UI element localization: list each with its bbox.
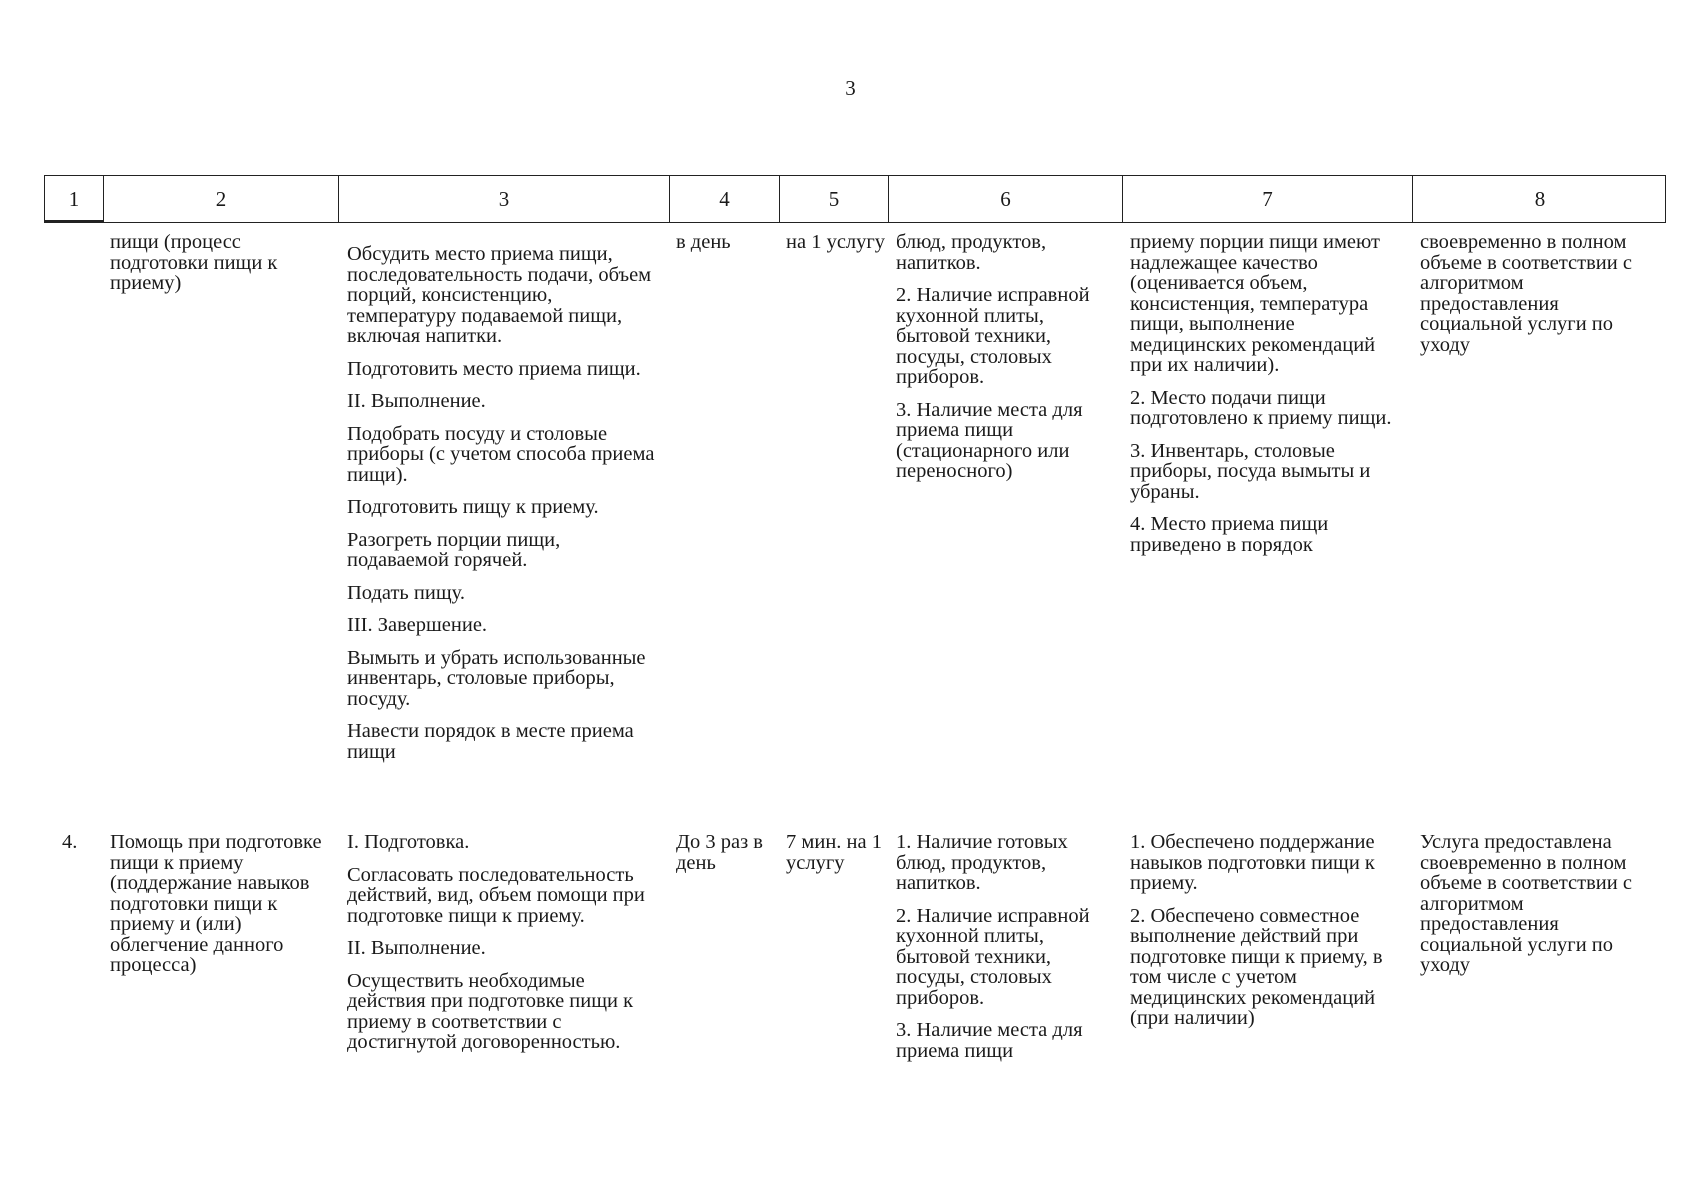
row-4-col6: [896, 832, 1120, 1061]
row-4-col7-line: 1. Обеспечено поддержание навыков подготовки пищи к приему.: [1130, 831, 1375, 894]
row-4-col5: 7 мин. на 1 услугу: [786, 831, 882, 874]
row-continued-col7-line: 3. Инвентарь, столовые приборы, посуда вымыты и убраны.: [1130, 439, 1371, 503]
row-4-col6-line: 3. Наличие места для приема пищи: [896, 1019, 1083, 1062]
row-continued-col8: своевременно в полном объеме в соответствии с алгоритмом предоставления социальной услуги по уходу: [1420, 231, 1632, 356]
row-continued-col5: на 1 услугу: [786, 231, 886, 253]
row-continued-col3-line: Подать пищу.: [347, 581, 465, 604]
row-continued-col3-line: II. Выполнение.: [347, 390, 486, 412]
row-continued-col7-line: 2. Место подачи пищи подготовлено к приему пищи.: [1130, 386, 1392, 429]
row-4-col3-line: I. Подготовка.: [347, 831, 470, 853]
row-continued-col3-line: Обсудить место приема пищи, последовательность подачи, объем порций, консистенцию, температуру подаваемой пищи, включая напитки.: [347, 243, 652, 347]
row-continued-col7-line: 4. Место приема пищи приведено в порядок: [1130, 513, 1329, 556]
row-4-col7: [1130, 832, 1410, 1029]
header-col-4: 4: [669, 176, 779, 222]
row-4-col6-line: 2. Наличие исправной кухонной плиты, бытовой техники, посуды, столовых приборов.: [896, 904, 1090, 1009]
row-continued-col7: [1130, 232, 1410, 555]
row-4-col7-line: 2. Обеспечено совместное выполнение действий при подготовке пищи к приему, в том числе с учетом медицинских рекомендаций (при наличии): [1130, 904, 1383, 1029]
row-continued-col4: в день: [676, 231, 731, 253]
row-continued-col6-line: блюд, продуктов, напитков.: [896, 231, 1047, 274]
row-4-col4: До 3 раз в день: [676, 831, 763, 874]
row-continued-col6-line: 2. Наличие исправной кухонной плиты, бытовой техники, посуды, столовых приборов.: [896, 284, 1090, 388]
row-4-col3-line: Осуществить необходимые действия при подготовке пищи к приему в соответствии с достигнутой договоренностью.: [347, 969, 634, 1053]
page-number: 3: [845, 76, 856, 100]
row-continued-col3-line: Навести порядок в месте приема пищи: [347, 720, 634, 763]
row-4-col3: [347, 832, 665, 1053]
row-continued-col3: [347, 244, 665, 762]
header-col-6: 6: [888, 176, 1122, 222]
row-4-col6-line: 1. Наличие готовых блюд, продуктов, напитков.: [896, 831, 1068, 894]
row-4-col2: Помощь при подготовке пищи к приему (поддержание навыков подготовки пищи к приему и (или) облегчение данного процесса): [110, 831, 322, 976]
row-continued-col3-line: Подготовить пищу к приему.: [347, 496, 599, 518]
header-col-2: 2: [103, 176, 338, 222]
row-continued-col7-line: приему порции пищи имеют надлежащее качество (оценивается объем, консистенция, температура пищи, выполнение медицинских рекомендаций при их наличии).: [1130, 231, 1381, 376]
row-continued-col6-line: 3. Наличие места для приема пищи (стационарного или переносного): [896, 398, 1083, 482]
row-4-number: 4.: [62, 831, 78, 853]
header-col-7: 7: [1122, 176, 1412, 222]
row-continued-col2: пищи (процесс подготовки пищи к приему): [110, 231, 278, 294]
header-col-8: 8: [1412, 176, 1667, 222]
row-4-col8: Услуга предоставлена своевременно в полном объеме в соответствии с алгоритмом предоставления социальной услуги по уходу: [1420, 831, 1632, 976]
row-4-col3-line: Согласовать последовательность действий, вид, объем помощи при подготовке пищи к приему.: [347, 863, 645, 927]
row-continued-col3-line: Подобрать посуду и столовые приборы (с учетом способа приема пищи).: [347, 422, 655, 486]
row-continued-col3-line: Подготовить место приема пищи.: [347, 357, 641, 380]
header-col-3: 3: [338, 176, 669, 222]
header-col-1: 1: [68, 186, 80, 211]
row-4-col3-line: II. Выполнение.: [347, 937, 486, 959]
row-continued-col6: [896, 232, 1120, 482]
row-continued-col3-line: Вымыть и убрать использованные инвентарь, столовые приборы, посуду.: [347, 646, 646, 710]
row-continued-col3-line: Разогреть порции пищи, подаваемой горячей.: [347, 528, 561, 571]
row-continued-col3-line: III. Завершение.: [347, 614, 488, 636]
table-edge-rule: [44, 220, 104, 222]
header-col-5: 5: [779, 176, 888, 222]
table-header-row: [44, 175, 1666, 223]
